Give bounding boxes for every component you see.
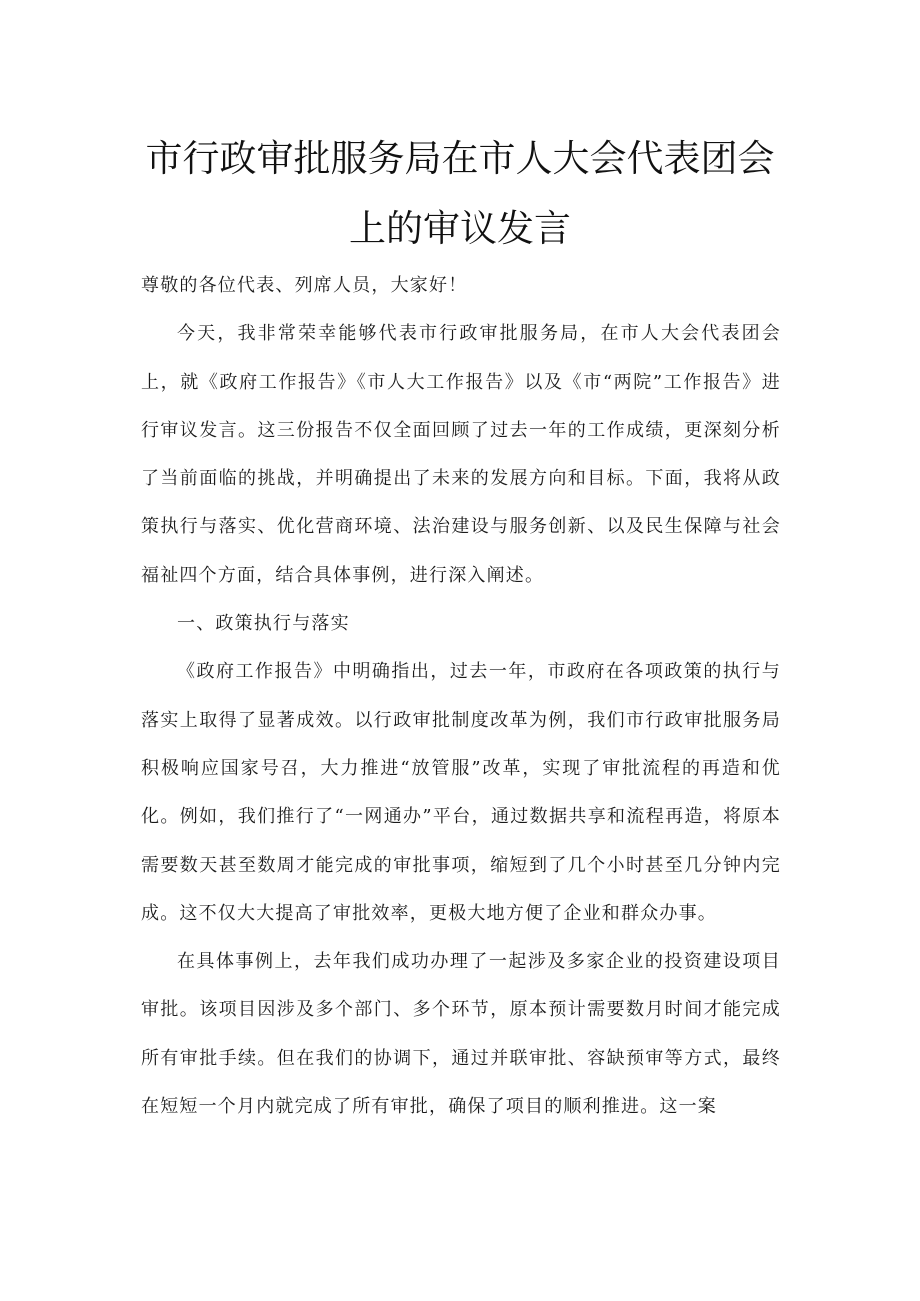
document-title-line-2: 上的审议发言 xyxy=(349,207,571,250)
section-heading: 一、政策执行与落实 xyxy=(177,613,350,635)
paragraph-case: 在具体事例上，去年我们成功办理了一起涉及多家企业的投资建设项目审批。该项目因涉及多个部门、多个环节，原本预计需要数月时间才能完成所有审批手续。但在我们的协调下，通过并联审批、容缺预审等方式，最终在短短一个月内就完成了所有审批，确保了项目的顺利推进。这一案 xyxy=(141,951,781,1118)
greeting: 尊敬的各位代表、列席人员，大家好！ xyxy=(141,275,468,296)
paragraph-policy: 《政府工作报告》中明确指出，过去一年，市政府在各项政策的执行与落实上取得了显著成效。以行政审批制度改革为例，我们市行政审批服务局积极响应国家号召，大力推进“放管服”改革，实现了审批流程的再造和优化。例如，我们推行了“一网通办”平台，通过数据共享和流程再造，将原本需要数天甚至数周才能完成的审批事项，缩短到了几个小时甚至几分钟内完成。这不仅大大提高了审批效率，更极大地方便了企业和群众办事。 xyxy=(141,661,781,924)
paragraph-intro: 今天，我非常荣幸能够代表市行政审批服务局，在市人大会代表团会上，就《政府工作报告》《市人大工作报告》以及《市“两院”工作报告》进行审议发言。这三份报告不仅全面回顾了过去一年的工作成绩，更深刻分析了当前面临的挑战，并明确提出了未来的发展方向和目标。下面，我将从政策执行与落实、优化营商环境、法治建设与服务创新、以及民生保障与社会福祉四个方面，结合具体事例，进行深入阐述。 xyxy=(141,323,781,586)
document-title-line-1: 市行政审批服务局在市人大会代表团会 xyxy=(145,137,775,180)
document-body xyxy=(141,262,781,1131)
